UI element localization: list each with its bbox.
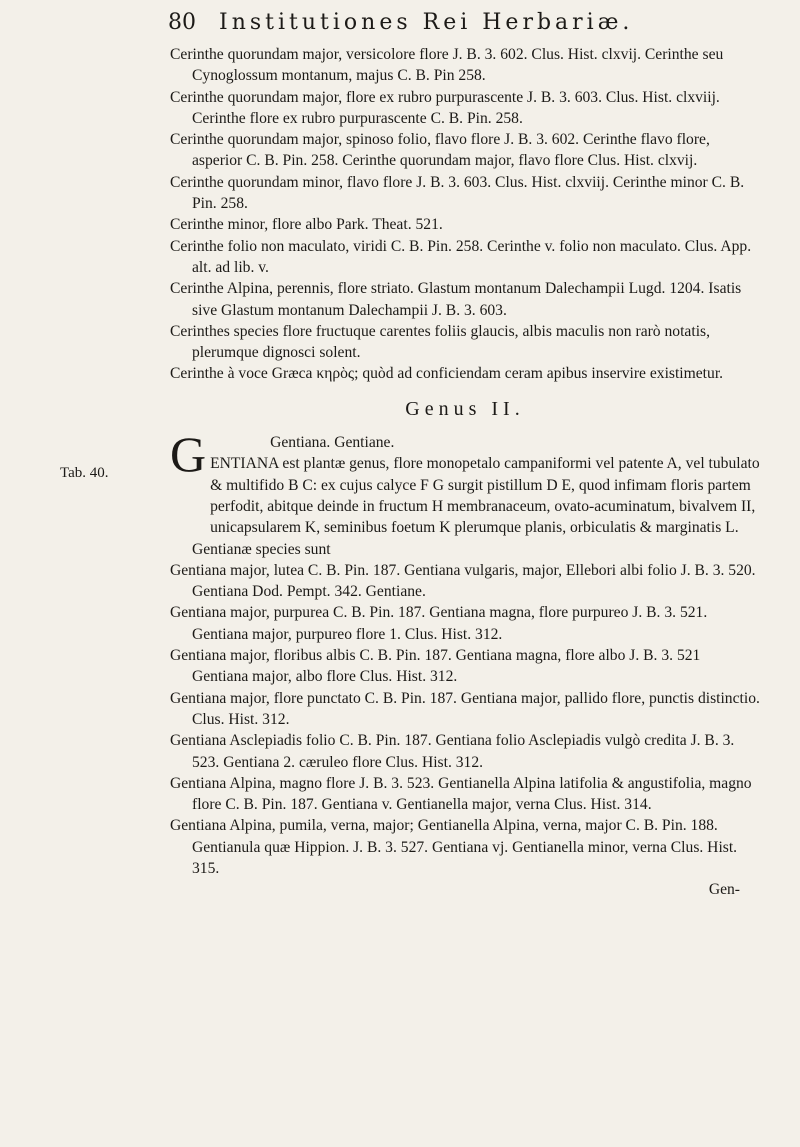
species-entry: Gentiana major, lutea C. B. Pin. 187. Gentiana vulgaris, major, Ellebori albi folio J. B. 3. 520. Gentiana Dod. Pempt. 342. Gentiane. [170,561,756,601]
running-title: Institutiones Rei Herbariæ. [219,10,634,35]
species-entry: Gentiana major, floribus albis C. B. Pin. 187. Gentiana magna, flore albo J. B. 3. 521 Gentiana major, albo flore Clus. Hist. 312. [170,647,701,686]
genus-heading: Genus II. [405,397,525,420]
species-entry: Gentiana major, flore punctato C. B. Pin. 187. Gentiana major, pallido flore, punctis distinctio. Clus. Hist. 312. [170,689,760,728]
page-number: 80 [168,10,196,35]
catchword: Gen- [708,881,740,899]
page-body [170,44,760,901]
species-entry: Gentiana Alpina, magno flore J. B. 3. 523. Gentianella Alpina latifolia & angustifolia, magno flore C. B. Pin. 187. Gentiana v. Gentianella major, verna Clus. Hist. 314. [170,774,752,814]
paragraph-cerinthe-7: Cerinthe Alpina, perennis, flore striato. Glastum montanum Dalechampii Lugd. 1204. Isatis sive Glastum montanum Dalechampii J. B. 3. 603. [170,280,742,319]
paragraph-cerinthe-2: Cerinthe quorundam major, flore ex rubro purpurascente J. B. 3. 603. Clus. Hist. clxviij. Cerinthe flore ex rubro purpurascente C. B. Pin. 258. [170,88,720,127]
paragraph-cerinthe-4: Cerinthe quorundam minor, flavo flore J. B. 3. 603. Clus. Hist. clxviij. Cerinthe minor C. B. Pin. 258. [170,173,745,213]
paragraph-cerinthe-8: Cerinthes species flore fructuque carentes foliis glaucis, albis maculis non rarò notatis, plerumque dignosci solent. [170,322,710,362]
genus-name: Gentiana. Gentiane. [270,434,395,452]
paragraph-cerinthe-3: Cerinthe quorundam major, spinoso folio, flavo flore J. B. 3. 602. Cerinthe flavo flore, asperior C. B. Pin. 258. Cerinthe quorundam major, flavo flore Clus. Hist. clxvij. [170,131,710,170]
paragraph-cerinthe-6: Cerinthe folio non maculato, viridi C. B. Pin. 258. Cerinthe v. folio non maculato. Clus. App. alt. ad lib. v. [170,237,752,276]
paragraph-cerinthe-5: Cerinthe minor, flore albo Park. Theat. 521. [170,216,443,234]
species-entry: Gentiana Alpina, pumila, verna, major; Gentianella Alpina, verna, major C. B. Pin. 188. Gentianula quæ Hippion. J. B. 3. 527. Gentiana vj. Gentianella minor, verna Clus. Hist. 315. [170,817,738,877]
page-header [168,10,728,35]
paragraph-cerinthe-1: Cerinthe quorundam major, versicolore flore J. B. 3. 602. Clus. Hist. clxvij. Cerinthe seu Cynoglossum montanum, majus C. B. Pin 258. [170,46,724,85]
species-entry: Gentiana major, purpurea C. B. Pin. 187. Gentiana magna, flore purpureo J. B. 3. 521. Gentiana major, purpureo flore 1. Clus. Hist. 312. [170,604,708,643]
genus-description: ENTIANA est plantæ genus, flore monopetalo campaniformi vel patente A, vel tubulato & multifido B C: ex cujus calyce F G surgit pistillum D E, quod infimam floris partem perfodit, abitque deinde in fructum H membranaceum, ovato-acuminatum, bivalvem II, unicapsularem K, seminibus foetum K plerumque planis, orbiculatis & marginatis L. [210,455,760,537]
paragraph-cerinthe-9: Cerinthe à voce Græca κηρὸς; quòd ad conficiendam ceram apibus inservire existimetur. [170,365,724,383]
margin-note-tab: Tab. 40. [60,465,109,481]
species-entry: Gentiana Asclepiadis folio C. B. Pin. 187. Gentiana folio Asclepiadis vulgò credita J. B. 3. 523. Gentiana 2. cæruleo flore Clus. Hist. 312. [170,732,735,771]
gentiana-description-block [170,428,760,538]
drop-cap: G [170,426,207,483]
species-intro: Gentianæ species sunt [192,540,331,558]
